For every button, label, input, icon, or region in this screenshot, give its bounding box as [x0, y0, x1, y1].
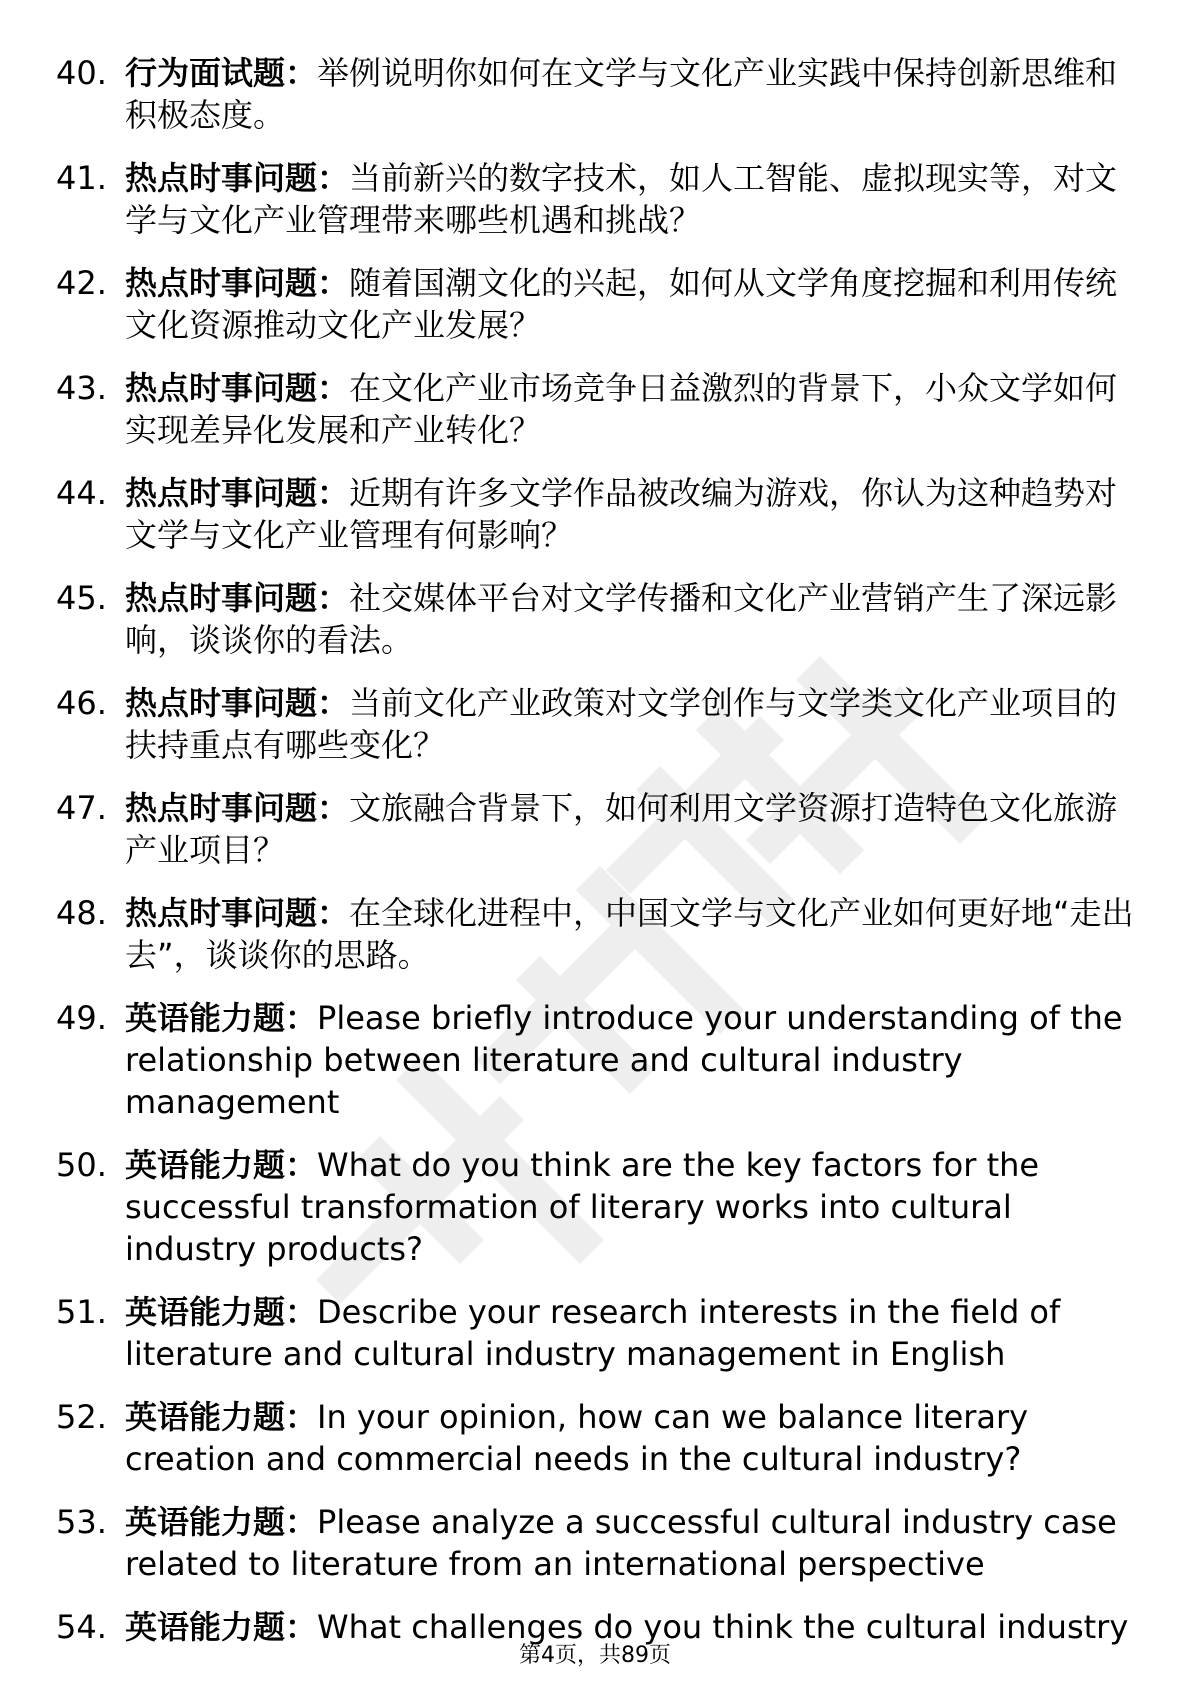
question-label: 英语能力题： [125, 1503, 318, 1541]
question-text: 文旅融合背景下，如何利用文学资源打造特色文化旅游产业项目？ [125, 789, 1118, 869]
question-item [56, 892, 1136, 976]
question-item [56, 472, 1136, 556]
question-content [125, 1144, 1136, 1270]
question-content [125, 1396, 1136, 1480]
question-content [125, 1501, 1136, 1585]
question-number: 52. [56, 1398, 107, 1436]
question-content [125, 577, 1136, 661]
question-item [56, 262, 1136, 346]
question-number: 44. [56, 474, 107, 512]
page-footer: 第4页，共89页 [519, 1643, 671, 1668]
question-number: 50. [56, 1146, 107, 1184]
question-content [125, 997, 1136, 1123]
question-number: 49. [56, 999, 107, 1037]
question-content [125, 787, 1136, 871]
question-item [56, 157, 1136, 241]
question-text: 近期有许多文学作品被改编为游戏，你认为这种趋势对文学与文化产业管理有何影响？ [125, 474, 1118, 554]
question-text: Describe your research interests in the field of literature and cultural industry management in English [125, 1293, 1061, 1373]
question-text: Please analyze a successful cultural industry case related to literature from an international perspective [125, 1503, 1117, 1583]
question-label: 英语能力题： [125, 1293, 318, 1331]
question-text: 当前文化产业政策对文学创作与文学类文化产业项目的扶持重点有哪些变化？ [125, 684, 1118, 764]
question-text: 举例说明你如何在文学与文化产业实践中保持创新思维和积极态度。 [125, 54, 1118, 134]
question-list [56, 52, 1136, 1669]
question-content [125, 157, 1136, 241]
question-text: What do you think are the key factors for the successful transformation of literary works into cultural industry products? [125, 1146, 1040, 1268]
question-content [125, 1291, 1136, 1375]
question-item [56, 1144, 1136, 1270]
question-item [56, 997, 1136, 1123]
question-label: 热点时事问题： [125, 789, 350, 827]
question-text: 在文化产业市场竞争日益激烈的背景下，小众文学如何实现差异化发展和产业转化？ [125, 369, 1118, 449]
question-label: 英语能力题： [125, 1398, 318, 1436]
question-number: 54. [56, 1608, 107, 1646]
question-text: 社交媒体平台对文学传播和文化产业营销产生了深远影响，谈谈你的看法。 [125, 579, 1118, 659]
question-item [56, 1291, 1136, 1375]
question-item [56, 787, 1136, 871]
question-number: 46. [56, 684, 107, 722]
question-text: 随着国潮文化的兴起，如何从文学角度挖掘和利用传统文化资源推动文化产业发展？ [125, 264, 1118, 344]
question-number: 43. [56, 369, 107, 407]
question-number: 41. [56, 159, 107, 197]
question-content [125, 682, 1136, 766]
question-item [56, 1396, 1136, 1480]
question-text: 在全球化进程中，中国文学与文化产业如何更好地“走出去”，谈谈你的思路。 [125, 894, 1134, 974]
question-number: 40. [56, 54, 107, 92]
question-content [125, 52, 1136, 136]
question-number: 48. [56, 894, 107, 932]
question-content [125, 472, 1136, 556]
question-item [56, 52, 1136, 136]
question-number: 47. [56, 789, 107, 827]
question-number: 53. [56, 1503, 107, 1541]
question-label: 热点时事问题： [125, 894, 350, 932]
question-label: 英语能力题： [125, 1608, 318, 1646]
question-label: 热点时事问题： [125, 579, 350, 617]
question-label: 热点时事问题： [125, 474, 350, 512]
question-label: 英语能力题： [125, 1146, 318, 1184]
question-number: 51. [56, 1293, 107, 1331]
question-number: 45. [56, 579, 107, 617]
question-label: 热点时事问题： [125, 264, 350, 302]
question-text: In your opinion, how can we balance literary creation and commercial needs in the cultural industry? [125, 1398, 1029, 1478]
question-text: 当前新兴的数字技术，如人工智能、虚拟现实等，对文学与文化产业管理带来哪些机遇和挑战？ [125, 159, 1118, 239]
question-item [56, 682, 1136, 766]
question-item [56, 577, 1136, 661]
question-content [125, 367, 1136, 451]
question-label: 英语能力题： [125, 999, 318, 1037]
question-text: Please briefly introduce your understanding of the relationship between literature and cultural industry management [125, 999, 1123, 1121]
question-text: What challenges do you think the cultural industry [317, 1608, 1129, 1646]
question-label: 热点时事问题： [125, 684, 350, 722]
question-label: 热点时事问题： [125, 159, 350, 197]
question-number: 42. [56, 264, 107, 302]
question-content [125, 892, 1136, 976]
question-item [56, 367, 1136, 451]
question-label: 热点时事问题： [125, 369, 350, 407]
question-content [125, 262, 1136, 346]
question-item [56, 1501, 1136, 1585]
question-label: 行为面试题： [125, 54, 318, 92]
